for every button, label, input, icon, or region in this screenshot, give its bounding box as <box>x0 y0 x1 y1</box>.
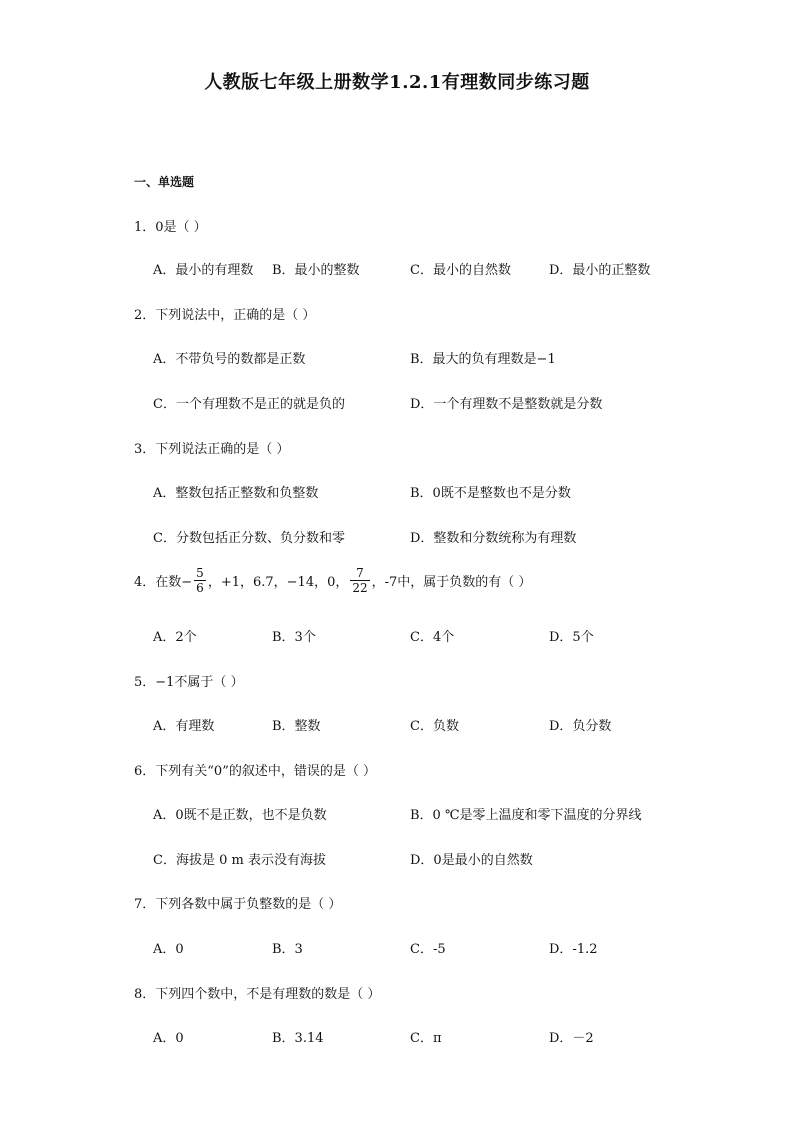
question-6-option-c: C．海拔是 0 m 表示没有海拔 <box>153 853 326 868</box>
question-8-stem: 8．下列四个数中，不是有理数的数是（ ） <box>134 987 381 1002</box>
question-4-stem-post: ，-7中，属于负数的有（ ） <box>371 575 532 590</box>
question-5-option-a: A．有理数 <box>153 719 215 734</box>
question-7-option-a: A．0 <box>153 942 184 957</box>
question-6-option-a: A．0既不是正数，也不是负数 <box>153 808 327 823</box>
question-4-option-d: D．5个 <box>549 630 594 645</box>
question-7-option-d: D．-1.2 <box>549 942 598 957</box>
question-2-stem: 2．下列说法中，正确的是（ ） <box>134 308 316 323</box>
question-6-option-d: D．0是最小的自然数 <box>410 853 533 868</box>
question-1-stem: 1．0是（ ） <box>134 220 207 235</box>
question-6-option-b: B．0 ℃是零上温度和零下温度的分界线 <box>410 808 642 823</box>
question-1-option-c: C．最小的自然数 <box>410 263 511 278</box>
question-1-option-b: B．最小的整数 <box>272 263 360 278</box>
fraction-denominator: 6 <box>196 581 204 595</box>
fraction-numerator: 7 <box>356 566 364 580</box>
question-5-option-b: B．整数 <box>272 719 321 734</box>
question-8-option-a: A．0 <box>153 1031 184 1046</box>
question-3-option-c: C．分数包括正分数、负分数和零 <box>153 531 345 546</box>
question-1-option-a: A．最小的有理数 <box>153 263 254 278</box>
question-1-option-d: D．最小的正整数 <box>549 263 651 278</box>
question-5-option-c: C．负数 <box>410 719 459 734</box>
question-3-stem: 3．下列说法正确的是（ ） <box>134 442 290 457</box>
question-8-option-c: C．π <box>410 1031 442 1046</box>
question-5-stem: 5．−1不属于（ ） <box>134 675 244 690</box>
question-7-option-c: C．-5 <box>410 942 446 957</box>
question-3-option-b: B．0既不是整数也不是分数 <box>410 486 571 501</box>
fraction-numerator: 5 <box>196 566 204 580</box>
question-6-stem: 6．下列有关“0”的叙述中，错误的是（ ） <box>134 764 376 779</box>
question-3-option-a: A．整数包括正整数和负整数 <box>153 486 319 501</box>
fraction-seven-twentyseconds <box>350 566 369 595</box>
page-title: 人教版七年级上册数学1.2.1有理数同步练习题 <box>204 72 590 93</box>
question-4-option-c: C．4个 <box>410 630 455 645</box>
question-2-option-b: B．最大的负有理数是−1 <box>410 352 556 367</box>
question-2-option-d: D．一个有理数不是整数就是分数 <box>410 397 603 412</box>
section-heading: 一、单选题 <box>134 175 195 189</box>
question-7-stem: 7．下列各数中属于负整数的是（ ） <box>134 897 342 912</box>
fraction-five-sixths <box>194 566 206 595</box>
question-4-option-b: B．3个 <box>272 630 316 645</box>
question-8-option-b: B．3.14 <box>272 1031 324 1046</box>
question-4-stem <box>134 566 531 595</box>
question-8-option-d: D．－2 <box>549 1031 594 1046</box>
question-3-option-d: D．整数和分数统称为有理数 <box>410 531 577 546</box>
question-4-option-a: A．2个 <box>153 630 197 645</box>
question-4-stem-mid: ，+1，6.7，−14，0， <box>207 575 349 590</box>
fraction-denominator: 22 <box>352 581 368 595</box>
question-5-option-d: D．负分数 <box>549 719 612 734</box>
question-7-option-b: B．3 <box>272 942 303 957</box>
question-2-option-c: C．一个有理数不是正的就是负的 <box>153 397 345 412</box>
question-4-stem-pre: 4．在数− <box>134 575 193 590</box>
question-2-option-a: A．不带负号的数都是正数 <box>153 352 306 367</box>
